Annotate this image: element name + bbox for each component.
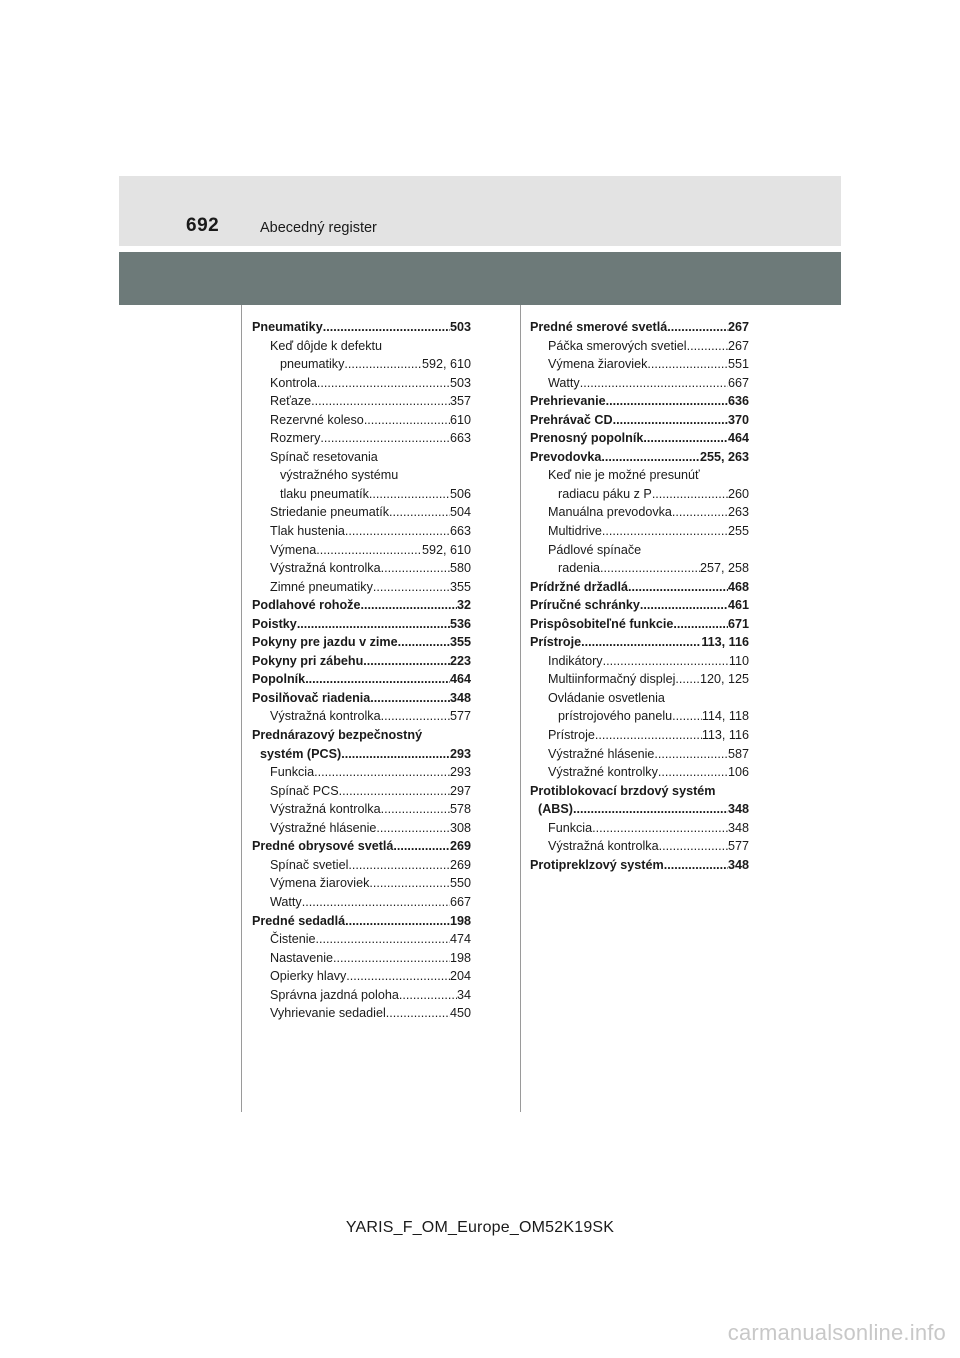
entry-page-ref: 34 bbox=[456, 987, 471, 1002]
index-entry-sub bbox=[252, 1004, 471, 1023]
entry-page-ref: 370 bbox=[727, 412, 749, 427]
index-entry-sub bbox=[530, 745, 749, 764]
entry-term: Spínač svetiel bbox=[270, 857, 349, 872]
index-entry-main bbox=[252, 745, 471, 764]
dot-leader bbox=[339, 782, 450, 801]
index-entry-main bbox=[252, 596, 471, 615]
dot-leader bbox=[317, 374, 450, 393]
entry-page-ref: 355 bbox=[449, 579, 471, 594]
dot-leader bbox=[345, 912, 450, 931]
entry-page-ref: 267 bbox=[727, 320, 749, 334]
dot-leader bbox=[667, 318, 728, 337]
index-entry-main: Protiblokovací brzdový systém bbox=[530, 783, 716, 798]
dot-leader bbox=[381, 800, 450, 819]
entry-term: Podlahové rohože bbox=[252, 598, 361, 613]
entry-term: Výstražné hlásenie bbox=[548, 746, 655, 761]
index-entry-sub bbox=[530, 652, 749, 671]
index-entry-main bbox=[530, 615, 749, 634]
entry-page-ref: 260 bbox=[727, 486, 749, 501]
index-entry-sub bbox=[252, 485, 471, 504]
entry-term: Výstražné kontrolky bbox=[548, 765, 658, 780]
dot-leader bbox=[316, 541, 422, 560]
index-entry-sub bbox=[530, 837, 749, 856]
index-entry-main bbox=[530, 448, 749, 467]
index-entry-sub bbox=[252, 355, 471, 374]
page-number: 692 bbox=[186, 215, 220, 236]
dot-leader bbox=[333, 949, 450, 968]
entry-page-ref: 610 bbox=[449, 412, 471, 427]
dot-leader bbox=[592, 819, 728, 838]
entry-page-ref: 348 bbox=[727, 820, 749, 835]
dot-leader bbox=[647, 355, 728, 374]
index-entry-sub bbox=[530, 503, 749, 522]
index-entry-sub: Keď dôjde k defektu bbox=[270, 338, 383, 353]
entry-page-ref: 257, 258 bbox=[699, 561, 749, 576]
entry-page-ref: 120, 125 bbox=[699, 672, 749, 687]
index-entry-main bbox=[252, 689, 471, 708]
dot-leader bbox=[341, 745, 450, 764]
entry-term: Manuálna prevodovka bbox=[548, 505, 672, 520]
index-entry-main bbox=[252, 318, 471, 337]
dot-leader bbox=[600, 559, 700, 578]
entry-term: Nastavenie bbox=[270, 950, 334, 965]
dot-leader bbox=[664, 856, 728, 875]
header-bar bbox=[119, 176, 841, 246]
entry-page-ref: 113, 116 bbox=[701, 635, 749, 650]
header-band bbox=[119, 252, 841, 305]
dot-leader bbox=[369, 485, 450, 504]
entry-page-ref: 504 bbox=[449, 505, 471, 520]
dot-leader bbox=[654, 745, 728, 764]
entry-page-ref: 577 bbox=[727, 839, 749, 854]
entry-term: Výmena žiaroviek bbox=[270, 876, 370, 891]
dot-leader bbox=[370, 689, 450, 708]
index-entry-sub bbox=[530, 559, 749, 578]
dot-leader bbox=[381, 707, 450, 726]
dot-leader bbox=[595, 726, 702, 745]
index-entry-main: Prednárazový bezpečnostný bbox=[252, 728, 423, 743]
index-entry-main bbox=[252, 652, 471, 671]
entry-page-ref: 223 bbox=[449, 653, 471, 668]
index-entry-main bbox=[252, 633, 471, 652]
dot-leader bbox=[389, 503, 450, 522]
dot-leader bbox=[601, 448, 700, 467]
index-column-left bbox=[252, 318, 471, 1023]
dot-leader bbox=[348, 856, 450, 875]
index-entry-main bbox=[252, 615, 471, 634]
entry-term: Spínač PCS bbox=[270, 783, 339, 798]
entry-page-ref: 464 bbox=[727, 431, 749, 446]
entry-term: Prenosný popolník bbox=[530, 431, 644, 446]
dot-leader bbox=[573, 800, 728, 819]
dot-leader bbox=[643, 429, 728, 448]
dot-leader bbox=[376, 819, 450, 838]
index-entry-sub bbox=[530, 522, 749, 541]
entry-term: Funkcia bbox=[548, 820, 593, 835]
index-entry-sub: Spínač resetovania bbox=[270, 449, 378, 464]
entry-term: Rezervné koleso bbox=[270, 412, 364, 427]
entry-term: Výstražná kontrolka bbox=[270, 709, 381, 724]
entry-term: Striedanie pneumatík bbox=[270, 505, 390, 520]
entry-term: Watty bbox=[270, 894, 302, 909]
entry-page-ref: 357 bbox=[449, 394, 471, 409]
dot-leader bbox=[580, 374, 728, 393]
entry-term: Prispôsobiteľné funkcie bbox=[530, 616, 674, 631]
entry-term: Multidrive bbox=[548, 524, 602, 539]
entry-term: Čistenie bbox=[270, 932, 316, 947]
entry-page-ref: 550 bbox=[449, 876, 471, 891]
entry-term: Watty bbox=[548, 375, 580, 390]
entry-page-ref: 506 bbox=[449, 486, 471, 501]
index-entry-main bbox=[530, 411, 749, 430]
entry-term: Protipreklzový systém bbox=[530, 857, 664, 872]
entry-page-ref: 577 bbox=[449, 709, 471, 724]
index-entry-sub bbox=[530, 763, 749, 782]
index-entry-sub bbox=[530, 707, 749, 726]
entry-page-ref: 204 bbox=[449, 969, 471, 984]
entry-page-ref: 293 bbox=[449, 746, 471, 761]
index-entry-sub bbox=[530, 670, 749, 689]
dot-leader bbox=[373, 578, 450, 597]
dot-leader bbox=[603, 652, 729, 671]
dot-leader bbox=[675, 670, 700, 689]
index-entry-sub bbox=[252, 522, 471, 541]
section-title: Abecedný register bbox=[260, 220, 377, 236]
index-entry-sub bbox=[252, 856, 471, 875]
entry-page-ref: 551 bbox=[727, 357, 749, 372]
dot-leader bbox=[393, 837, 450, 856]
entry-page-ref: 450 bbox=[449, 1006, 471, 1021]
entry-page-ref: 503 bbox=[449, 375, 471, 390]
dot-leader bbox=[314, 763, 450, 782]
entry-term: Páčka smerových svetiel bbox=[548, 338, 687, 353]
entry-page-ref: 671 bbox=[727, 616, 749, 631]
index-entry-sub bbox=[252, 559, 471, 578]
index-entry-sub bbox=[252, 874, 471, 893]
index-column-right bbox=[530, 318, 749, 874]
entry-page-ref: 269 bbox=[449, 839, 471, 854]
entry-term: Pokyny pri zábehu bbox=[252, 653, 364, 668]
entry-term: Indikátory bbox=[548, 653, 603, 668]
dot-leader bbox=[345, 522, 450, 541]
entry-term: (ABS) bbox=[538, 802, 573, 817]
entry-page-ref: 110 bbox=[728, 653, 749, 668]
index-entry-main bbox=[530, 429, 749, 448]
dot-leader bbox=[672, 707, 702, 726]
document-code: YARIS_F_OM_Europe_OM52K19SK bbox=[345, 1219, 615, 1236]
dot-leader bbox=[344, 355, 422, 374]
index-entry-main bbox=[530, 800, 749, 819]
entry-page-ref: 198 bbox=[449, 913, 471, 928]
entry-term: Prístroje bbox=[530, 635, 582, 650]
entry-term: Prehrievanie bbox=[530, 394, 606, 409]
dot-leader bbox=[398, 633, 450, 652]
entry-page-ref: 468 bbox=[727, 579, 749, 594]
entry-term: Výmena bbox=[270, 542, 317, 557]
entry-page-ref: 578 bbox=[449, 802, 471, 817]
watermark: carmanualsonline.info bbox=[727, 1320, 946, 1345]
entry-term: Vyhrievanie sedadiel bbox=[270, 1006, 386, 1021]
center-column-divider bbox=[520, 305, 521, 1112]
entry-page-ref: 587 bbox=[727, 746, 749, 761]
entry-page-ref: 592, 610 bbox=[421, 357, 471, 372]
entry-page-ref: 32 bbox=[456, 598, 471, 613]
entry-page-ref: 106 bbox=[727, 765, 749, 780]
entry-term: pneumatiky bbox=[280, 357, 345, 372]
index-entry-sub bbox=[530, 337, 749, 356]
dot-leader bbox=[602, 522, 728, 541]
entry-page-ref: 113, 116 bbox=[701, 728, 749, 743]
index-entry-sub: Keď nie je možné presunúť bbox=[548, 468, 700, 483]
dot-leader bbox=[311, 392, 450, 411]
index-entry-sub bbox=[530, 355, 749, 374]
entry-term: tlaku pneumatík bbox=[280, 486, 369, 501]
entry-page-ref: 348 bbox=[727, 802, 749, 817]
entry-page-ref: 348 bbox=[727, 857, 749, 872]
entry-page-ref: 464 bbox=[449, 672, 471, 687]
dot-leader bbox=[640, 596, 728, 615]
entry-term: Poistky bbox=[252, 616, 297, 631]
entry-term: Kontrola bbox=[270, 375, 317, 390]
dot-leader bbox=[613, 411, 728, 430]
index-entry-sub: Pádlové spínače bbox=[548, 542, 642, 557]
entry-page-ref: 308 bbox=[449, 820, 471, 835]
entry-term: Tlak hustenia bbox=[270, 524, 345, 539]
entry-page-ref: 269 bbox=[449, 857, 471, 872]
entry-term: Predné smerové svetlá bbox=[530, 320, 668, 334]
index-entry-sub bbox=[530, 819, 749, 838]
dot-leader bbox=[305, 670, 450, 689]
entry-term: Príručné schránky bbox=[530, 598, 640, 613]
index-entry-main bbox=[530, 633, 749, 652]
entry-term: radiacu páku z P bbox=[558, 486, 652, 501]
index-entry-sub bbox=[252, 986, 471, 1005]
entry-page-ref: 348 bbox=[449, 690, 471, 705]
entry-term: Výmena žiaroviek bbox=[548, 357, 648, 372]
index-entry-sub bbox=[252, 930, 471, 949]
index-entry-sub bbox=[252, 893, 471, 912]
index-entry-sub bbox=[252, 800, 471, 819]
entry-term: Pneumatiky bbox=[252, 320, 323, 334]
entry-term: radenia bbox=[558, 561, 601, 576]
entry-term: prístrojového panelu bbox=[558, 709, 673, 724]
entry-term: Predné obrysové svetlá bbox=[252, 839, 394, 854]
entry-page-ref: 267 bbox=[727, 338, 749, 353]
index-entry-main bbox=[530, 392, 749, 411]
index-entry-sub: výstražného systému bbox=[280, 468, 399, 483]
dot-leader bbox=[360, 596, 457, 615]
dot-leader bbox=[659, 837, 728, 856]
dot-leader bbox=[316, 930, 450, 949]
dot-leader bbox=[346, 967, 450, 986]
index-entry-sub bbox=[252, 374, 471, 393]
index-entry-sub bbox=[252, 429, 471, 448]
dot-leader bbox=[320, 429, 450, 448]
entry-page-ref: 503 bbox=[449, 320, 471, 334]
index-entry-main bbox=[252, 670, 471, 689]
entry-page-ref: 592, 610 bbox=[421, 542, 471, 557]
entry-page-ref: 198 bbox=[449, 950, 471, 965]
entry-term: Reťaze bbox=[270, 394, 312, 409]
left-column-divider bbox=[241, 305, 242, 1112]
entry-term: Výstražná kontrolka bbox=[270, 561, 381, 576]
entry-page-ref: 355 bbox=[449, 635, 471, 650]
dot-leader bbox=[386, 1004, 450, 1023]
entry-page-ref: 263 bbox=[727, 505, 749, 520]
index-entry-sub bbox=[252, 707, 471, 726]
entry-page-ref: 636 bbox=[727, 394, 749, 409]
entry-page-ref: 663 bbox=[449, 431, 471, 446]
dot-leader bbox=[673, 615, 728, 634]
entry-page-ref: 297 bbox=[449, 783, 471, 798]
dot-leader bbox=[687, 337, 728, 356]
entry-term: Popolník bbox=[252, 672, 306, 687]
index-entry-sub bbox=[252, 411, 471, 430]
entry-page-ref: 663 bbox=[449, 524, 471, 539]
entry-page-ref: 667 bbox=[727, 375, 749, 390]
entry-term: Prístroje bbox=[548, 728, 595, 743]
entry-term: Predné sedadlá bbox=[252, 913, 346, 928]
entry-term: Prehrávač CD bbox=[530, 412, 613, 427]
dot-leader bbox=[323, 318, 450, 337]
dot-leader bbox=[297, 615, 450, 634]
index-entry-sub bbox=[252, 541, 471, 560]
dot-leader bbox=[302, 893, 450, 912]
dot-leader bbox=[369, 874, 450, 893]
index-entry-sub bbox=[530, 374, 749, 393]
index-entry-sub bbox=[252, 949, 471, 968]
dot-leader bbox=[381, 559, 450, 578]
index-entry-sub: Ovládanie osvetlenia bbox=[548, 690, 665, 705]
dot-leader bbox=[581, 633, 701, 652]
entry-term: Funkcia bbox=[270, 765, 315, 780]
entry-term: Multiinformačný displej bbox=[548, 672, 676, 687]
entry-term: Výstražná kontrolka bbox=[270, 802, 381, 817]
dot-leader bbox=[606, 392, 728, 411]
entry-page-ref: 114, 118 bbox=[701, 709, 749, 724]
entry-term: Prevodovka bbox=[530, 449, 602, 464]
entry-page-ref: 580 bbox=[449, 561, 471, 576]
entry-term: Pokyny pre jazdu v zime bbox=[252, 635, 398, 650]
entry-page-ref: 255, 263 bbox=[699, 449, 749, 464]
entry-term: Výstražná kontrolka bbox=[548, 839, 659, 854]
entry-page-ref: 293 bbox=[449, 765, 471, 780]
entry-term: Výstražné hlásenie bbox=[270, 820, 377, 835]
entry-term: Opierky hlavy bbox=[270, 969, 347, 984]
entry-page-ref: 667 bbox=[449, 894, 471, 909]
index-entry-sub bbox=[252, 967, 471, 986]
index-entry-main bbox=[252, 912, 471, 931]
dot-leader bbox=[658, 763, 728, 782]
entry-term: Prídržné držadlá bbox=[530, 579, 628, 594]
index-entry-sub bbox=[252, 392, 471, 411]
entry-page-ref: 461 bbox=[727, 598, 749, 613]
index-entry-main bbox=[530, 318, 749, 337]
index-entry-sub bbox=[252, 782, 471, 801]
entry-term: Správna jazdná poloha bbox=[270, 987, 399, 1002]
dot-leader bbox=[364, 411, 450, 430]
entry-page-ref: 474 bbox=[449, 932, 471, 947]
index-entry-sub bbox=[252, 578, 471, 597]
entry-term: Zimné pneumatiky bbox=[270, 579, 373, 594]
dot-leader bbox=[363, 652, 450, 671]
entry-page-ref: 255 bbox=[727, 524, 749, 539]
index-entry-sub bbox=[252, 819, 471, 838]
index-entry-sub bbox=[530, 726, 749, 745]
entry-term: Posilňovač riadenia bbox=[252, 690, 371, 705]
entry-term: Rozmery bbox=[270, 431, 321, 446]
index-entry-sub bbox=[530, 485, 749, 504]
entry-term: systém (PCS) bbox=[260, 746, 342, 761]
index-entry-main bbox=[252, 837, 471, 856]
index-entry-sub bbox=[252, 503, 471, 522]
index-entry-main bbox=[530, 596, 749, 615]
dot-leader bbox=[672, 503, 728, 522]
entry-page-ref: 536 bbox=[449, 616, 471, 631]
dot-leader bbox=[628, 578, 728, 597]
index-entry-main bbox=[530, 856, 749, 875]
index-entry-main bbox=[530, 578, 749, 597]
dot-leader bbox=[399, 986, 457, 1005]
dot-leader bbox=[652, 485, 728, 504]
index-entry-sub bbox=[252, 763, 471, 782]
